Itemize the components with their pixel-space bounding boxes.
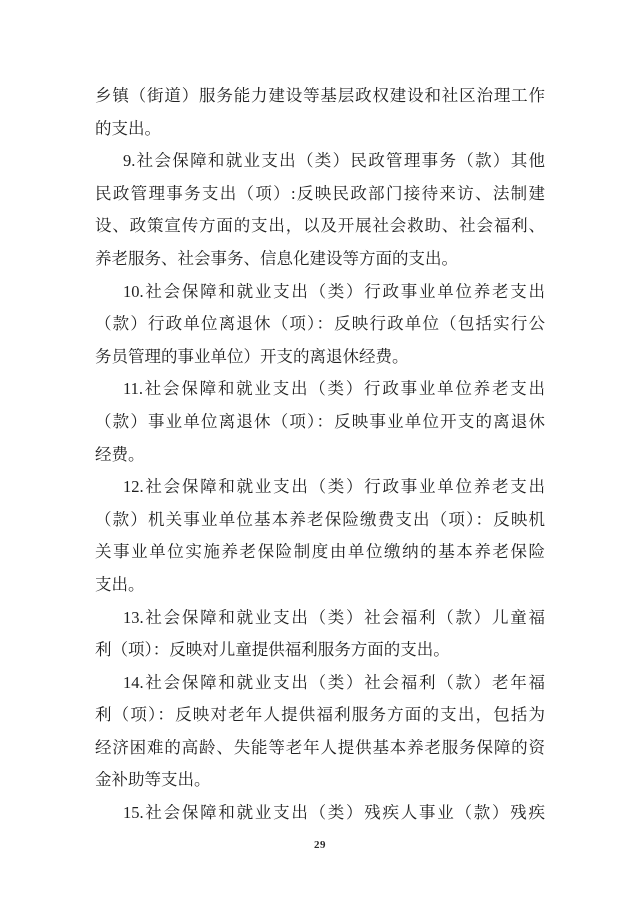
text-line: 利（项）：反映对老年人提供福利服务方面的支出，包括为: [95, 705, 545, 725]
text-line: 13.社会保障和就业支出（类）社会福利（款）儿童福: [123, 607, 545, 627]
page-number: 29: [314, 839, 326, 851]
text-line: （款）机关事业单位基本养老保险缴费支出（项）：反映机: [95, 509, 545, 529]
text-line: 金补助等支出。: [95, 770, 211, 790]
document-body-text: [95, 80, 545, 830]
text-line: （款）行政单位离退休（项）：反映行政单位（包括实行公: [95, 314, 545, 334]
text-line: 12.社会保障和就业支出（类）行政事业单位养老支出: [123, 477, 545, 497]
text-line: 务员管理的事业单位）开支的离退休经费。: [95, 346, 409, 366]
text-line: 养老服务、社会事务、信息化建设等方面的支出。: [95, 248, 458, 268]
text-line: 关事业单位实施养老保险制度由单位缴纳的基本养老保险: [95, 542, 545, 562]
text-line: （款）事业单位离退休（项）：反映事业单位开支的离退休: [95, 411, 545, 431]
text-line: 乡镇（街道）服务能力建设等基层政权建设和社区治理工作: [95, 86, 545, 105]
text-line: 利（项）：反映对儿童提供福利服务方面的支出。: [95, 640, 450, 660]
text-line: 9.社会保障和就业支出（类）民政管理事务（款）其他: [123, 151, 545, 171]
text-line: 支出。: [95, 574, 145, 594]
text-line: 经济困难的高龄、失能等老年人提供基本养老服务保障的资: [95, 737, 545, 757]
text-line: 设、政策宣传方面的支出，以及开展社会救助、社会福利、: [95, 216, 545, 236]
text-line: 15.社会保障和就业支出（类）残疾人事业（款）残疾: [123, 803, 545, 823]
text-line: 11.社会保障和就业支出（类）行政事业单位养老支出: [123, 379, 545, 399]
text-line: 经费。: [95, 444, 145, 464]
text-line: 10.社会保障和就业支出（类）行政事业单位养老支出: [123, 281, 545, 301]
text-line: 14.社会保障和就业支出（类）社会福利（款）老年福: [123, 672, 545, 692]
text-line: 民政管理事务支出（项）:反映民政部门接待来访、法制建: [95, 183, 545, 203]
text-line: 的支出。: [95, 118, 161, 138]
